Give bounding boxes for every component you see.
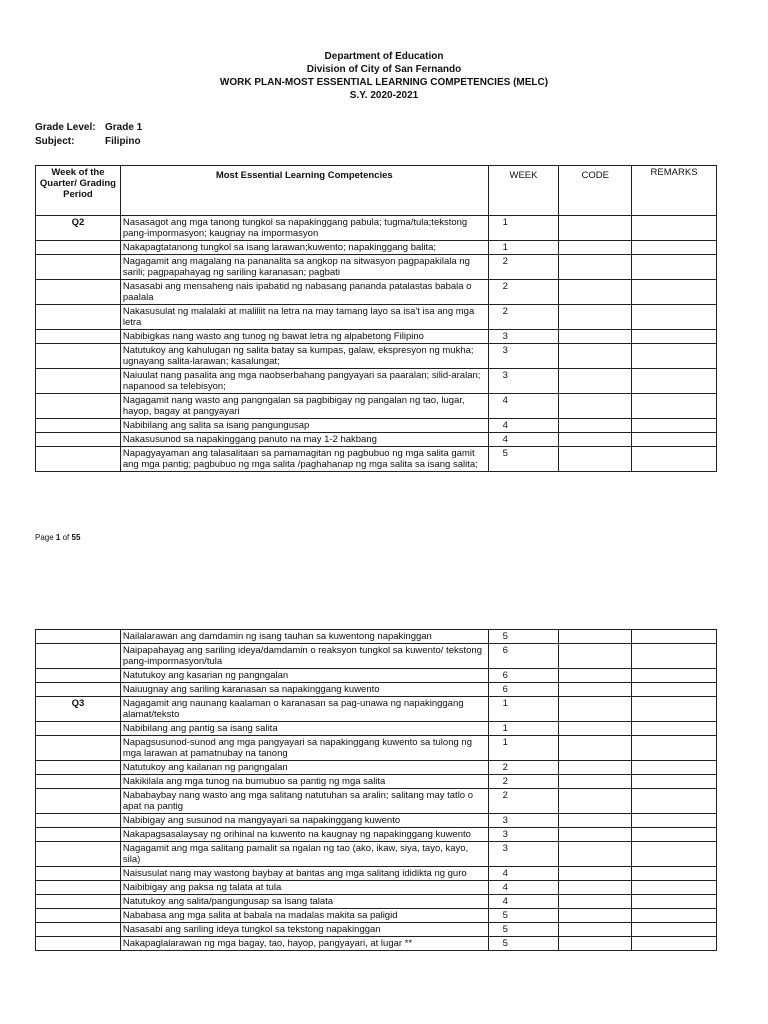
table-row [36, 305, 717, 330]
week-cell: 5 [488, 937, 559, 951]
competency-cell: Nababasa ang mga salita at babala na madalas makita sa paligid [120, 909, 488, 923]
competency-cell: Nailalarawan ang damdamin ng isang tauhan sa kuwentong napakinggan [120, 630, 488, 644]
quarter-cell [36, 909, 121, 923]
code-cell [559, 789, 632, 814]
table-row [36, 216, 717, 241]
code-cell [559, 216, 632, 241]
code-cell [559, 697, 632, 722]
competency-cell: Nakikilala ang mga tunog na bumubuo sa pantig ng mga salita [120, 775, 488, 789]
table-row [36, 895, 717, 909]
remarks-cell [632, 280, 717, 305]
week-cell: 4 [488, 867, 559, 881]
quarter-cell [36, 789, 121, 814]
week-cell: 5 [488, 447, 559, 472]
header-competency: Most Essential Learning Competencies [120, 166, 488, 216]
quarter-cell [36, 669, 121, 683]
table-row [36, 761, 717, 775]
remarks-cell [632, 722, 717, 736]
table-row [36, 330, 717, 344]
week-cell: 4 [488, 895, 559, 909]
code-cell [559, 669, 632, 683]
remarks-cell [632, 736, 717, 761]
remarks-cell [632, 775, 717, 789]
week-cell: 1 [488, 216, 559, 241]
code-cell [559, 761, 632, 775]
table-row [36, 722, 717, 736]
competency-cell: Naipapahayag ang sariling ideya/damdamin o reaksyon tungkol sa kuwento/ tekstong pang-impormasyon/tula [120, 644, 488, 669]
remarks-cell [632, 241, 717, 255]
remarks-cell [632, 789, 717, 814]
code-cell [559, 895, 632, 909]
remarks-cell [632, 683, 717, 697]
doc-header-division: Division of City of San Fernando [306, 64, 462, 75]
remarks-cell [632, 761, 717, 775]
code-cell [559, 814, 632, 828]
remarks-cell [632, 937, 717, 951]
header-code: CODE [559, 166, 632, 216]
competency-cell: Nasasabi ang sariling ideya tungkol sa tekstong napakinggan [120, 923, 488, 937]
week-cell: 3 [488, 828, 559, 842]
week-cell: 1 [488, 722, 559, 736]
week-cell: 2 [488, 761, 559, 775]
code-cell [559, 828, 632, 842]
week-cell: 1 [488, 697, 559, 722]
table-row [36, 683, 717, 697]
quarter-cell [36, 344, 121, 369]
competency-cell: Nagagamit ang magalang na pananalita sa angkop na sitwasyon pagpapakilala ng sarili; pagpapahayag ng sariling karanasan; pagbati [120, 255, 488, 280]
quarter-cell: Q3 [36, 697, 121, 722]
grade-level-row [35, 121, 142, 134]
competency-cell: Nagagamit ang naunang kaalaman o karanasan sa pag-unawa ng napakinggang alamat/teksto [120, 697, 488, 722]
remarks-cell [632, 330, 717, 344]
quarter-cell [36, 369, 121, 394]
quarter-cell [36, 419, 121, 433]
code-cell [559, 280, 632, 305]
grade-level-label: Grade Level: [35, 122, 96, 133]
table-row [36, 394, 717, 419]
week-cell: 3 [488, 369, 559, 394]
competency-cell: Natutukoy ang kasarian ng pangngalan [120, 669, 488, 683]
week-cell: 2 [488, 305, 559, 330]
competency-cell: Nakasusunod sa napakinggang panuto na may 1-2 hakbang [120, 433, 488, 447]
quarter-cell: Q2 [36, 216, 121, 241]
quarter-cell [36, 722, 121, 736]
table-row [36, 937, 717, 951]
code-cell [559, 736, 632, 761]
competency-cell: Napagsusunod-sunod ang mga pangyayari sa napakinggang kuwento sa tulong ng mga larawan at pamatnubay na tanong [120, 736, 488, 761]
table-row [36, 630, 717, 644]
table-row [36, 789, 717, 814]
competency-cell: Natutukoy ang kailanan ng pangngalan [120, 761, 488, 775]
grade-level-value: Grade 1 [105, 122, 143, 133]
subject-value: Filipino [105, 136, 141, 147]
table-row [36, 369, 717, 394]
table-row [36, 241, 717, 255]
subject-label: Subject: [35, 136, 75, 147]
week-cell: 2 [488, 280, 559, 305]
remarks-cell [632, 895, 717, 909]
remarks-cell [632, 814, 717, 828]
quarter-cell [36, 775, 121, 789]
table-row [36, 644, 717, 669]
week-cell: 5 [488, 923, 559, 937]
table-row [36, 255, 717, 280]
remarks-cell [632, 923, 717, 937]
quarter-cell [36, 644, 121, 669]
table-row [36, 433, 717, 447]
remarks-cell [632, 909, 717, 923]
table-row [36, 344, 717, 369]
week-cell: 2 [488, 255, 559, 280]
competency-cell: Nagagamit nang wasto ang pangngalan sa pagbibigay ng pangalan ng tao, lugar, hayop, bagay at pangyayari [120, 394, 488, 419]
code-cell [559, 447, 632, 472]
subject-row [35, 135, 141, 148]
week-cell: 5 [488, 909, 559, 923]
code-cell [559, 937, 632, 951]
week-cell: 5 [488, 630, 559, 644]
quarter-cell [36, 305, 121, 330]
code-cell [559, 842, 632, 867]
week-cell: 4 [488, 394, 559, 419]
table-row [36, 814, 717, 828]
code-cell [559, 775, 632, 789]
quarter-cell [36, 842, 121, 867]
remarks-cell [632, 419, 717, 433]
code-cell [559, 433, 632, 447]
quarter-cell [36, 433, 121, 447]
table-row [36, 842, 717, 867]
competency-cell: Nasasabi ang mensaheng nais ipabatid ng nabasang pananda patalastas babala o paalala [120, 280, 488, 305]
remarks-cell [632, 433, 717, 447]
quarter-cell [36, 630, 121, 644]
week-cell: 4 [488, 419, 559, 433]
quarter-cell [36, 683, 121, 697]
code-cell [559, 923, 632, 937]
remarks-cell [632, 644, 717, 669]
competency-cell: Nakapaglalarawan ng mga bagay, tao, hayop, pangyayari, at lugar ** [120, 937, 488, 951]
table-row [36, 909, 717, 923]
melc-table-page-1 [35, 165, 717, 472]
code-cell [559, 241, 632, 255]
remarks-cell [632, 842, 717, 867]
code-cell [559, 369, 632, 394]
competency-cell: Nabibigay ang susunod na mangyayari sa napakinggang kuwento [120, 814, 488, 828]
week-cell: 2 [488, 775, 559, 789]
week-cell: 4 [488, 881, 559, 895]
code-cell [559, 305, 632, 330]
header-week: WEEK [488, 166, 559, 216]
remarks-cell [632, 669, 717, 683]
quarter-cell [36, 255, 121, 280]
remarks-cell [632, 394, 717, 419]
quarter-cell [36, 447, 121, 472]
code-cell [559, 722, 632, 736]
week-cell: 1 [488, 736, 559, 761]
quarter-cell [36, 828, 121, 842]
week-cell: 6 [488, 669, 559, 683]
remarks-cell [632, 630, 717, 644]
quarter-cell [36, 867, 121, 881]
quarter-cell [36, 937, 121, 951]
remarks-cell [632, 881, 717, 895]
week-cell: 6 [488, 644, 559, 669]
remarks-cell [632, 828, 717, 842]
header-quarter: Week of the Quarter/ Grading Period [36, 166, 121, 216]
remarks-cell [632, 447, 717, 472]
remarks-cell [632, 369, 717, 394]
quarter-cell [36, 761, 121, 775]
table-row [36, 669, 717, 683]
code-cell [559, 683, 632, 697]
quarter-cell [36, 736, 121, 761]
code-cell [559, 867, 632, 881]
quarter-cell [36, 814, 121, 828]
code-cell [559, 344, 632, 369]
doc-header-title: WORK PLAN-MOST ESSENTIAL LEARNING COMPETENCIES (MELC) [219, 77, 549, 88]
header-remarks: REMARKS [632, 166, 717, 216]
competency-cell: Nakapagsasalaysay ng orihinal na kuwento na kaugnay ng napakinggang kuwento [120, 828, 488, 842]
table-row [36, 775, 717, 789]
competency-cell: Nabibilang ang pantig sa isang salita [120, 722, 488, 736]
week-cell: 6 [488, 683, 559, 697]
competency-cell: Nasasagot ang mga tanong tungkol sa napakinggang pabula; tugma/tula;tekstong pang-impormasyon; kaugnay na impormasyon [120, 216, 488, 241]
competency-cell: Natutukoy ang kahulugan ng salita batay sa kumpas, galaw, ekspresyon ng mukha; ugnayang salita-larawan; kasalungat; [120, 344, 488, 369]
remarks-cell [632, 305, 717, 330]
quarter-cell [36, 895, 121, 909]
remarks-cell [632, 344, 717, 369]
week-cell: 2 [488, 789, 559, 814]
melc-table-page-2 [35, 629, 717, 951]
code-cell [559, 394, 632, 419]
table-row [36, 867, 717, 881]
code-cell [559, 419, 632, 433]
competency-cell: Naisusulat nang may wastong baybay at bantas ang mga salitang ididikta ng guro [120, 867, 488, 881]
page-gap [0, 565, 768, 620]
competency-cell: Nabibilang ang salita sa isang pangungusap [120, 419, 488, 433]
code-cell [559, 644, 632, 669]
code-cell [559, 881, 632, 895]
competency-cell: Natutukoy ang salita/pangungusap sa isang talata [120, 895, 488, 909]
week-cell: 3 [488, 330, 559, 344]
competency-cell: Nakapagtatanong tungkol sa isang larawan;kuwento; napakinggang balita; [120, 241, 488, 255]
competency-cell: Nabibigkas nang wasto ang tunog ng bawat letra ng alpabetong Filipino [120, 330, 488, 344]
quarter-cell [36, 881, 121, 895]
competency-cell: Nababaybay nang wasto ang mga salitang natutuhan sa aralin; salitang may tatlo o apat na pantig [120, 789, 488, 814]
remarks-cell [632, 255, 717, 280]
quarter-cell [36, 241, 121, 255]
table-row [36, 881, 717, 895]
table-row [36, 736, 717, 761]
competency-cell: Naiuugnay ang sariling karanasan sa napakinggang kuwento [120, 683, 488, 697]
week-cell: 1 [488, 241, 559, 255]
doc-header-school-year: S.Y. 2020-2021 [349, 90, 419, 101]
competency-cell: Nakasusulat ng malalaki at maliliit na letra na may tamang layo sa isa't isa ang mga letra [120, 305, 488, 330]
table-row [36, 923, 717, 937]
table-row [36, 447, 717, 472]
quarter-cell [36, 923, 121, 937]
table-row [36, 280, 717, 305]
competency-cell: Napagyayaman ang talasalitaan sa pamamagitan ng pagbubuo ng mga salita gamit ang mga pantig; pagbubuo ng mga salita /paghahanap ng mga salita sa isang salita; [120, 447, 488, 472]
remarks-cell [632, 697, 717, 722]
week-cell: 4 [488, 433, 559, 447]
competency-cell: Nagagamit ang mga salitang pamalit sa ngalan ng tao (ako, ikaw, siya, tayo, kayo, sila) [120, 842, 488, 867]
table-row [36, 697, 717, 722]
week-cell: 3 [488, 842, 559, 867]
doc-header-department: Department of Education [324, 51, 444, 62]
page-number: Page 1 of 55 [35, 533, 81, 542]
week-cell: 3 [488, 814, 559, 828]
table-row [36, 828, 717, 842]
week-cell: 3 [488, 344, 559, 369]
code-cell [559, 909, 632, 923]
remarks-cell [632, 867, 717, 881]
table-row [36, 419, 717, 433]
code-cell [559, 330, 632, 344]
competency-cell: Naibibigay ang paksa ng talata at tula [120, 881, 488, 895]
remarks-cell [632, 216, 717, 241]
quarter-cell [36, 280, 121, 305]
table-header-row [36, 166, 717, 216]
competency-cell: Naiuulat nang pasalita ang mga naobserbahang pangyayari sa paaralan; silid-aralan; napanood sa telebisyon; [120, 369, 488, 394]
quarter-cell [36, 394, 121, 419]
quarter-cell [36, 330, 121, 344]
code-cell [559, 255, 632, 280]
code-cell [559, 630, 632, 644]
